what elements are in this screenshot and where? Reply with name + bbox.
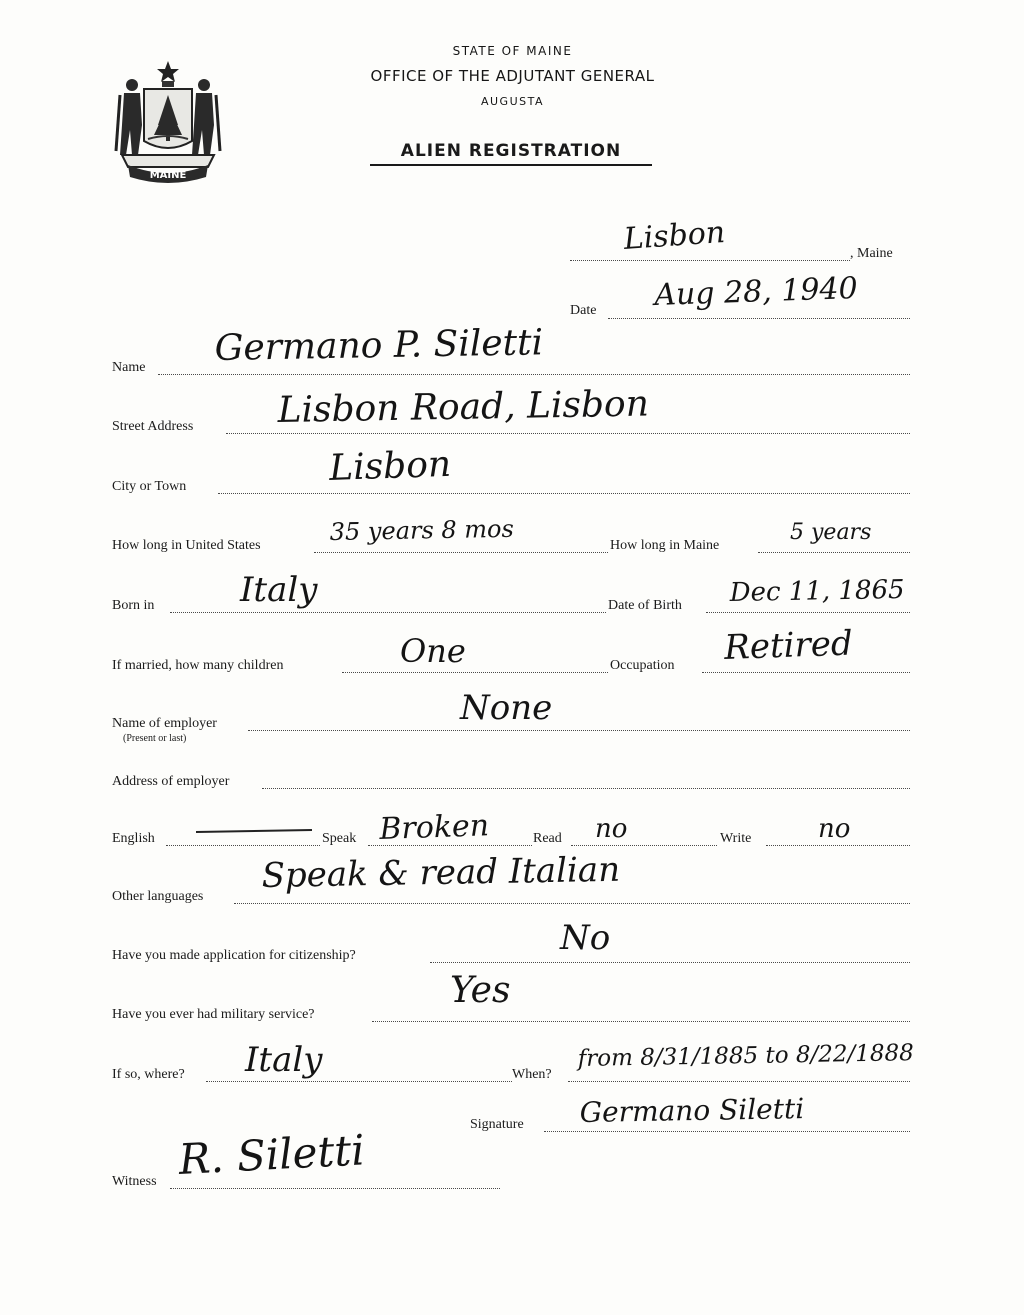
employer-address-line [262,788,910,789]
citizenship-value[interactable]: No [560,918,611,958]
employer-name-line [248,730,910,731]
city-or-town-line [218,493,910,494]
english-label: English [112,831,155,846]
born-in-label: Born in [112,598,155,613]
city-or-town-label: City or Town [112,479,187,494]
name-line [158,374,910,375]
other-languages-label: Other languages [112,889,204,904]
how-long-maine-label: How long in Maine [610,538,720,553]
date-of-birth-label: Date of Birth [608,598,682,613]
military-label: Have you ever had military service? [112,1007,315,1022]
children-label: If married, how many children [112,658,284,673]
where-line [206,1081,512,1082]
born-in-line [170,612,606,613]
date-label: Date [570,303,597,318]
name-label: Name [112,360,146,375]
citizenship-label: Have you made application for citizenship? [112,948,356,963]
seal-text: MAINE [149,170,187,181]
other-languages-line [234,903,910,904]
street-address-label: Street Address [112,419,194,434]
name-value[interactable]: Germano P. Siletti [214,322,544,369]
occupation-label: Occupation [610,658,675,673]
children-value[interactable]: One [400,632,466,670]
write-value[interactable]: no [818,814,851,844]
date-of-birth-line [706,612,910,613]
speak-value[interactable]: Broken [378,808,490,847]
english-dash [196,829,312,833]
born-in-value[interactable]: Italy [240,570,318,610]
employer-name-value[interactable]: None [460,688,553,728]
date-value[interactable]: Aug 28, 1940 [653,270,859,313]
street-address-line [226,433,910,434]
place-suffix: , Maine [850,246,893,261]
citizenship-line [430,962,910,963]
how-long-maine-line [758,552,910,553]
header-office: OFFICE OF THE ADJUTANT GENERAL [370,67,655,85]
signature-label: Signature [470,1117,524,1132]
witness-label: Witness [112,1174,157,1189]
city-or-town-value[interactable]: Lisbon [328,443,452,489]
english-line [166,845,320,846]
read-line [571,845,717,846]
witness-value[interactable]: R. Siletti [177,1125,366,1184]
when-value[interactable]: from 8/31/1885 to 8/22/1888 [577,1040,915,1072]
signature-value[interactable]: Germano Siletti [579,1092,805,1129]
read-label: Read [533,831,562,846]
form-title: ALIEN REGISTRATION [370,141,652,166]
write-line [766,845,910,846]
when-label: When? [512,1067,552,1082]
military-line [372,1021,910,1022]
how-long-us-value[interactable]: 35 years 8 mos [329,514,515,546]
read-value[interactable]: no [595,814,628,844]
how-long-maine-value[interactable]: 5 years [790,520,872,545]
place-value[interactable]: Lisbon [622,215,727,257]
employer-name-label: Name of employer [112,716,217,731]
where-label: If so, where? [112,1067,185,1082]
other-languages-value[interactable]: Speak & read Italian [261,849,621,896]
signature-line [544,1131,910,1132]
when-line [568,1081,910,1082]
place-line [570,260,850,261]
date-line [608,318,910,319]
military-value[interactable]: Yes [450,970,511,1011]
how-long-us-label: How long in United States [112,538,261,553]
write-label: Write [720,831,752,846]
occupation-line [702,672,910,673]
occupation-value[interactable]: Retired [723,623,854,668]
children-line [342,672,608,673]
street-address-value[interactable]: Lisbon Road, Lisbon [277,383,650,431]
speak-label: Speak [322,831,357,846]
where-value[interactable]: Italy [245,1040,323,1080]
header-city: AUGUSTA [480,95,545,108]
maine-state-seal-icon [112,55,224,183]
date-of-birth-value[interactable]: Dec 11, 1865 [729,574,905,608]
how-long-us-line [314,552,608,553]
employer-name-sublabel: (Present or last) [123,733,187,744]
witness-line [170,1188,500,1189]
employer-address-label: Address of employer [112,774,230,789]
header-state: STATE OF MAINE [452,44,573,58]
